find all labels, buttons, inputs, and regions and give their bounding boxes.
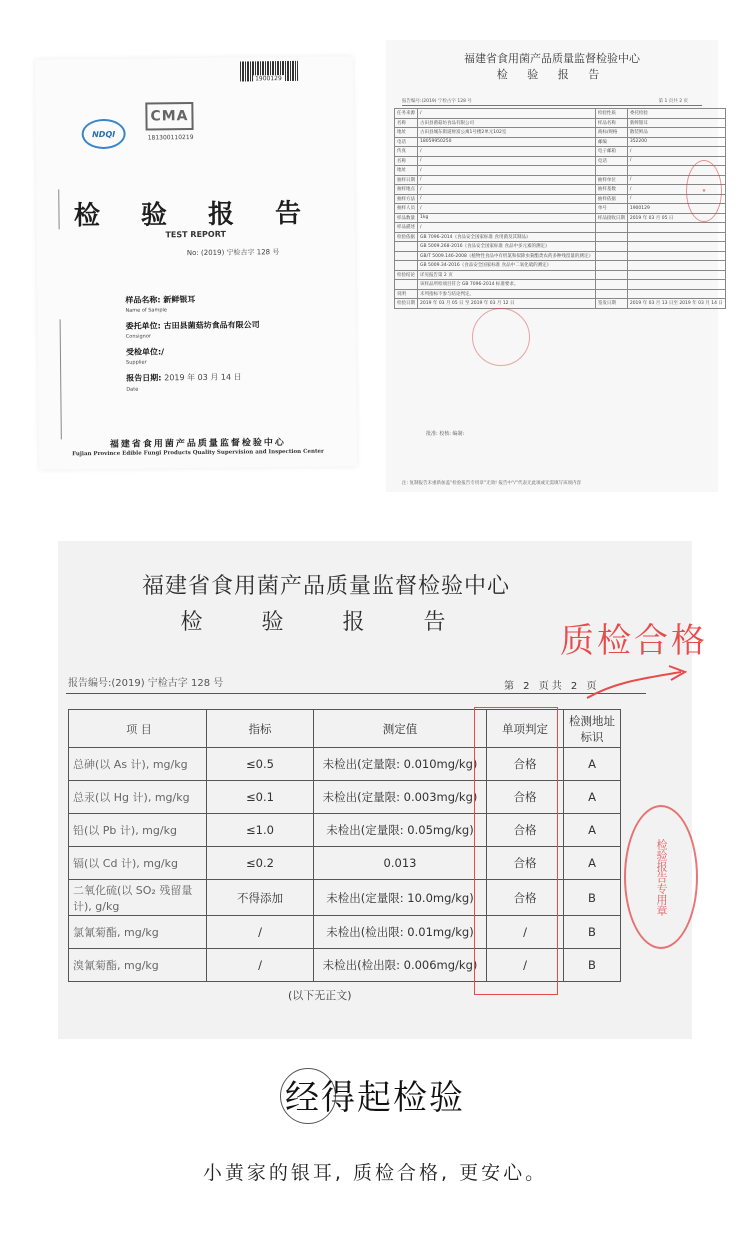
page1-row: [395, 194, 726, 204]
page1-cell: [595, 166, 627, 176]
report-cover-page: [35, 56, 357, 469]
page1-row: [395, 242, 726, 252]
page1-row: [395, 166, 726, 176]
page1-cell: 任务来源: [395, 109, 418, 119]
page1-cell: /: [418, 194, 596, 204]
page1-table: [394, 108, 726, 309]
page1-cell: GB/T 5009.146-2008《植物性食品中有机氯和拟除虫菊酯类农药多种残留量的测定》: [418, 251, 596, 261]
page1-cell: [595, 270, 627, 280]
page1-note: 注: 复制报告未重新加盖“检验报告专用章”无效! 报告中“/”代表无此项或无需填写该项内容: [402, 481, 582, 486]
page1-cell: /: [418, 185, 596, 195]
page1-cell: 未列指标不参与结论判定。: [418, 289, 596, 299]
page1-cell: [627, 261, 725, 271]
page1-cell: [627, 280, 725, 290]
page1-cell: 详见报告第 2 页: [418, 270, 596, 280]
page1-cell: [595, 289, 627, 299]
page1-cell: 单号: [595, 204, 627, 214]
page1-cell: 委托检验: [627, 109, 725, 119]
table-cell: /: [207, 916, 314, 949]
table-cell: 不得添加: [207, 880, 314, 916]
page1-cell: [395, 280, 418, 290]
page1-page-no: 第 1 页共 2 页: [658, 99, 688, 104]
cover-title: 检 验 报 告: [73, 198, 318, 232]
page1-cell: 散装鲜品: [627, 128, 725, 138]
page1-row: [395, 204, 726, 214]
page1-cell: 样品名称: [595, 118, 627, 128]
page1-cell: 检验依据: [395, 232, 418, 242]
page1-cell: [595, 223, 627, 233]
column-header-lab-site: 检测地址标识: [564, 710, 621, 748]
page1-cell: 2019 年 03 月 13 日至 2019 年 03 月 14 日: [627, 299, 725, 309]
page1-cell: 2019 年 03 月 05 日 至 2019 年 03 月 12 日: [418, 299, 596, 309]
table-cell: 铅(以 Pb 计), mg/kg: [69, 814, 207, 847]
table-cell: 合格: [487, 748, 564, 781]
page1-cell: /: [627, 185, 725, 195]
table-cell: 总砷(以 As 计), mg/kg: [69, 748, 207, 781]
page1-cell: 抽样人员: [395, 204, 418, 214]
table-cell: 合格: [487, 880, 564, 916]
page1-cell: 古田县菌菇坊食品有限公司: [418, 118, 596, 128]
inspection-stamp: 检验报告专用章: [624, 805, 698, 949]
slogan: 经得起检验: [285, 1078, 465, 1118]
page1-cell: 18059950250: [418, 137, 596, 147]
consignor-en: Consignor: [125, 333, 151, 340]
page1-row: [395, 232, 726, 242]
cover-report-no: No: (2019) 宁检古字 128 号: [186, 248, 280, 258]
table-cell: 氯氰菊酯, mg/kg: [69, 916, 207, 949]
page1-cell: [627, 251, 725, 261]
page1-cell: /: [627, 147, 725, 157]
cma-logo: CMA: [145, 102, 193, 131]
page1-row: [395, 270, 726, 280]
table-cell: B: [564, 916, 621, 949]
page1-row: [395, 128, 726, 138]
table-cell: ≤0.5: [207, 748, 314, 781]
table-cell: B: [564, 949, 621, 982]
table-cell: 未检出(定量限: 10.0mg/kg): [314, 880, 487, 916]
page1-row: [395, 118, 726, 128]
table-cell: /: [487, 949, 564, 982]
table-cell: 合格: [487, 814, 564, 847]
sample-name-en: Name of Sample: [125, 307, 168, 314]
table-cell: 未检出(定量限: 0.05mg/kg): [314, 814, 487, 847]
table-cell: A: [564, 847, 621, 880]
table-cell: 未检出(定量限: 0.010mg/kg): [314, 748, 487, 781]
page1-cell: 样品数量: [395, 213, 418, 223]
page1-subtitle: 检 验 报 告: [496, 68, 608, 81]
stamp-icon: ★: [686, 160, 722, 222]
page1-cell: 该样品所检项目符合 GB 7096-2014 标准要求。: [418, 280, 596, 290]
cover-footer-en: Fujian Province Edible Fungi Products Quality Supervision and Inspection Center: [72, 448, 324, 458]
page1-cell: /: [418, 147, 596, 157]
page1-cell: 签发日期: [595, 299, 627, 309]
page1-cell: [595, 280, 627, 290]
page1-row: [395, 109, 726, 119]
supplier-en: Supplier: [126, 359, 147, 366]
end-note: (以下无正文): [288, 989, 352, 1002]
page1-cell: 检验日期: [395, 299, 418, 309]
page1-cell: 抽样地点: [395, 185, 418, 195]
page1-cell: 新鲜银耳: [627, 118, 725, 128]
date-label: 报告日期:: [126, 373, 162, 383]
page1-cell: [627, 270, 725, 280]
page1-row: [395, 156, 726, 166]
page1-cell: 古田县城东街道财富公寓1号楼2单元102室: [418, 128, 596, 138]
page1-cell: /: [418, 175, 596, 185]
column-header-item: 项 目: [69, 710, 207, 748]
page1-row: [395, 175, 726, 185]
page1-cell: 名称: [395, 156, 418, 166]
page1-cell: 352200: [627, 137, 725, 147]
table-cell: ≤0.2: [207, 847, 314, 880]
column-header-limit: 指标: [207, 710, 314, 748]
page1-row: [395, 280, 726, 290]
page1-row: [395, 137, 726, 147]
page2-subtitle: 检 验 报 告: [180, 610, 472, 635]
date-value: 2019 年 03 月 14 日: [164, 372, 242, 383]
table-cell: ≤0.1: [207, 781, 314, 814]
page1-cell: /: [627, 156, 725, 166]
caption: 小黄家的银耳, 质检合格, 更安心。: [202, 1162, 548, 1184]
sample-name-field: 样品名称: 新鲜银耳: [125, 295, 196, 305]
page1-cell: 名称: [395, 118, 418, 128]
page1-cell: 电话: [595, 156, 627, 166]
arrow-icon: [585, 652, 695, 702]
date-field: [126, 372, 242, 384]
page1-row: [395, 251, 726, 261]
page1-cell: [395, 251, 418, 261]
table-cell: 0.013: [314, 847, 487, 880]
page1-cell: [627, 223, 725, 233]
ndqi-logo: NDQI: [81, 119, 125, 149]
page1-cell: [627, 289, 725, 299]
page1-cell: /: [627, 194, 725, 204]
table-cell: B: [564, 880, 621, 916]
page1-title: 福建省食用菌产品质量监督检验中心: [464, 52, 640, 65]
table-cell: A: [564, 814, 621, 847]
page1-cell: /: [418, 156, 596, 166]
page1-cell: 抽样依据: [595, 194, 627, 204]
column-header-judgement: 单项判定: [487, 710, 564, 748]
page1-signatures: 批准: 校核: 编制:: [426, 431, 465, 437]
page2-report-no: 报告编号:(2019) 宁检古字 128 号: [68, 678, 224, 689]
page1-cell: 抽样单位: [595, 175, 627, 185]
page1-cell: 电话: [395, 137, 418, 147]
page1-cell: 电子邮箱: [595, 147, 627, 157]
cover-subtitle: TEST REPORT: [165, 229, 226, 240]
page1-cell: /: [418, 223, 596, 233]
page1-cell: 说明: [395, 289, 418, 299]
table-cell: 溴氰菊酯, mg/kg: [69, 949, 207, 982]
page2-title: 福建省食用菌产品质量监督检验中心: [141, 574, 510, 599]
table-cell: /: [207, 949, 314, 982]
page1-cell: [395, 242, 418, 252]
page1-cell: [627, 232, 725, 242]
table-cell: 镉(以 Cd 计), mg/kg: [69, 847, 207, 880]
page1-cell: 抽样基数: [595, 185, 627, 195]
page1-cell: GB 5009.268-2016《食品安全国家标准 食品中多元素的测定》: [418, 242, 596, 252]
table-cell: 未检出(定量限: 0.003mg/kg): [314, 781, 487, 814]
page1-cell: /: [418, 166, 596, 176]
table-cell: ≤1.0: [207, 814, 314, 847]
page1-cell: GB 5009.34-2016《食品安全国家标准 食品中二氧化硫的测定》: [418, 261, 596, 271]
page1-cell: 检验结论: [395, 270, 418, 280]
table-cell: A: [564, 781, 621, 814]
page1-cell: [395, 261, 418, 271]
page1-row: [395, 213, 726, 223]
page2-page-no: 第 2 页共 2 页: [504, 681, 600, 692]
cover-footer: 福建省食用菌产品质量监督检验中心: [109, 438, 286, 450]
page1-cell: /: [627, 175, 725, 185]
page1-cell: [595, 242, 627, 252]
page1-row: [395, 261, 726, 271]
table-cell: 二氧化硫(以 SO₂ 残留量计), g/kg: [69, 880, 207, 916]
page1-cell: [595, 261, 627, 271]
page1-row: [395, 185, 726, 195]
page1-cell: 传真: [395, 147, 418, 157]
page1-cell: 检验性质: [595, 109, 627, 119]
cma-number: 181300110219: [147, 134, 194, 142]
table-cell: 总汞(以 Hg 计), mg/kg: [69, 781, 207, 814]
page1-cell: [627, 242, 725, 252]
page1-cell: 抽样方法: [395, 194, 418, 204]
page1-cell: /: [418, 109, 596, 119]
page1-cell: 地址: [395, 128, 418, 138]
consignor-field: 委托单位: 古田县菌菇坊食品有限公司: [125, 320, 260, 331]
barcode-number: 1900129: [255, 75, 282, 83]
page1-cell: 样品接收日期: [595, 213, 627, 223]
page1-cell: 1900129: [627, 204, 725, 214]
table-cell: 未检出(检出限: 0.01mg/kg): [314, 916, 487, 949]
page1-row: [395, 289, 726, 299]
page1-cell: 1kg: [418, 213, 596, 223]
table-cell: 合格: [487, 781, 564, 814]
binding-line: [60, 319, 62, 439]
page1-cell: 2019 年 03 月 05 日: [627, 213, 725, 223]
table-cell: 未检出(检出限: 0.006mg/kg): [314, 949, 487, 982]
page1-cell: 商标/规格: [595, 128, 627, 138]
table-cell: 合格: [487, 847, 564, 880]
report-page-1: [386, 40, 723, 492]
page1-cell: [595, 251, 627, 261]
page1-row: [395, 223, 726, 233]
page1-cell: GB 7096-2014《食品安全国家标准 食用菌及其制品》: [418, 232, 596, 242]
page1-row: [395, 299, 726, 309]
date-en: Date: [126, 386, 139, 393]
page1-row: [395, 147, 726, 157]
column-header-measured: 测定值: [314, 710, 487, 748]
page1-report-no: 报告编号:(2019) 宁检古字 128 号: [402, 98, 702, 106]
supplier-field: 受检单位:/: [125, 347, 165, 357]
page1-cell: 抽样日期: [395, 175, 418, 185]
divider: [66, 693, 646, 694]
table-cell: A: [564, 748, 621, 781]
page1-cell: 地址: [395, 166, 418, 176]
qc-pass-label: 质检合格: [560, 621, 708, 661]
page1-cell: 样品描述: [395, 223, 418, 233]
page1-cell: /: [418, 204, 596, 214]
stamp-icon: [472, 308, 530, 366]
page1-cell: 邮编: [595, 137, 627, 147]
table-cell: /: [487, 916, 564, 949]
page1-cell: [595, 232, 627, 242]
highlight-box: [474, 707, 558, 995]
